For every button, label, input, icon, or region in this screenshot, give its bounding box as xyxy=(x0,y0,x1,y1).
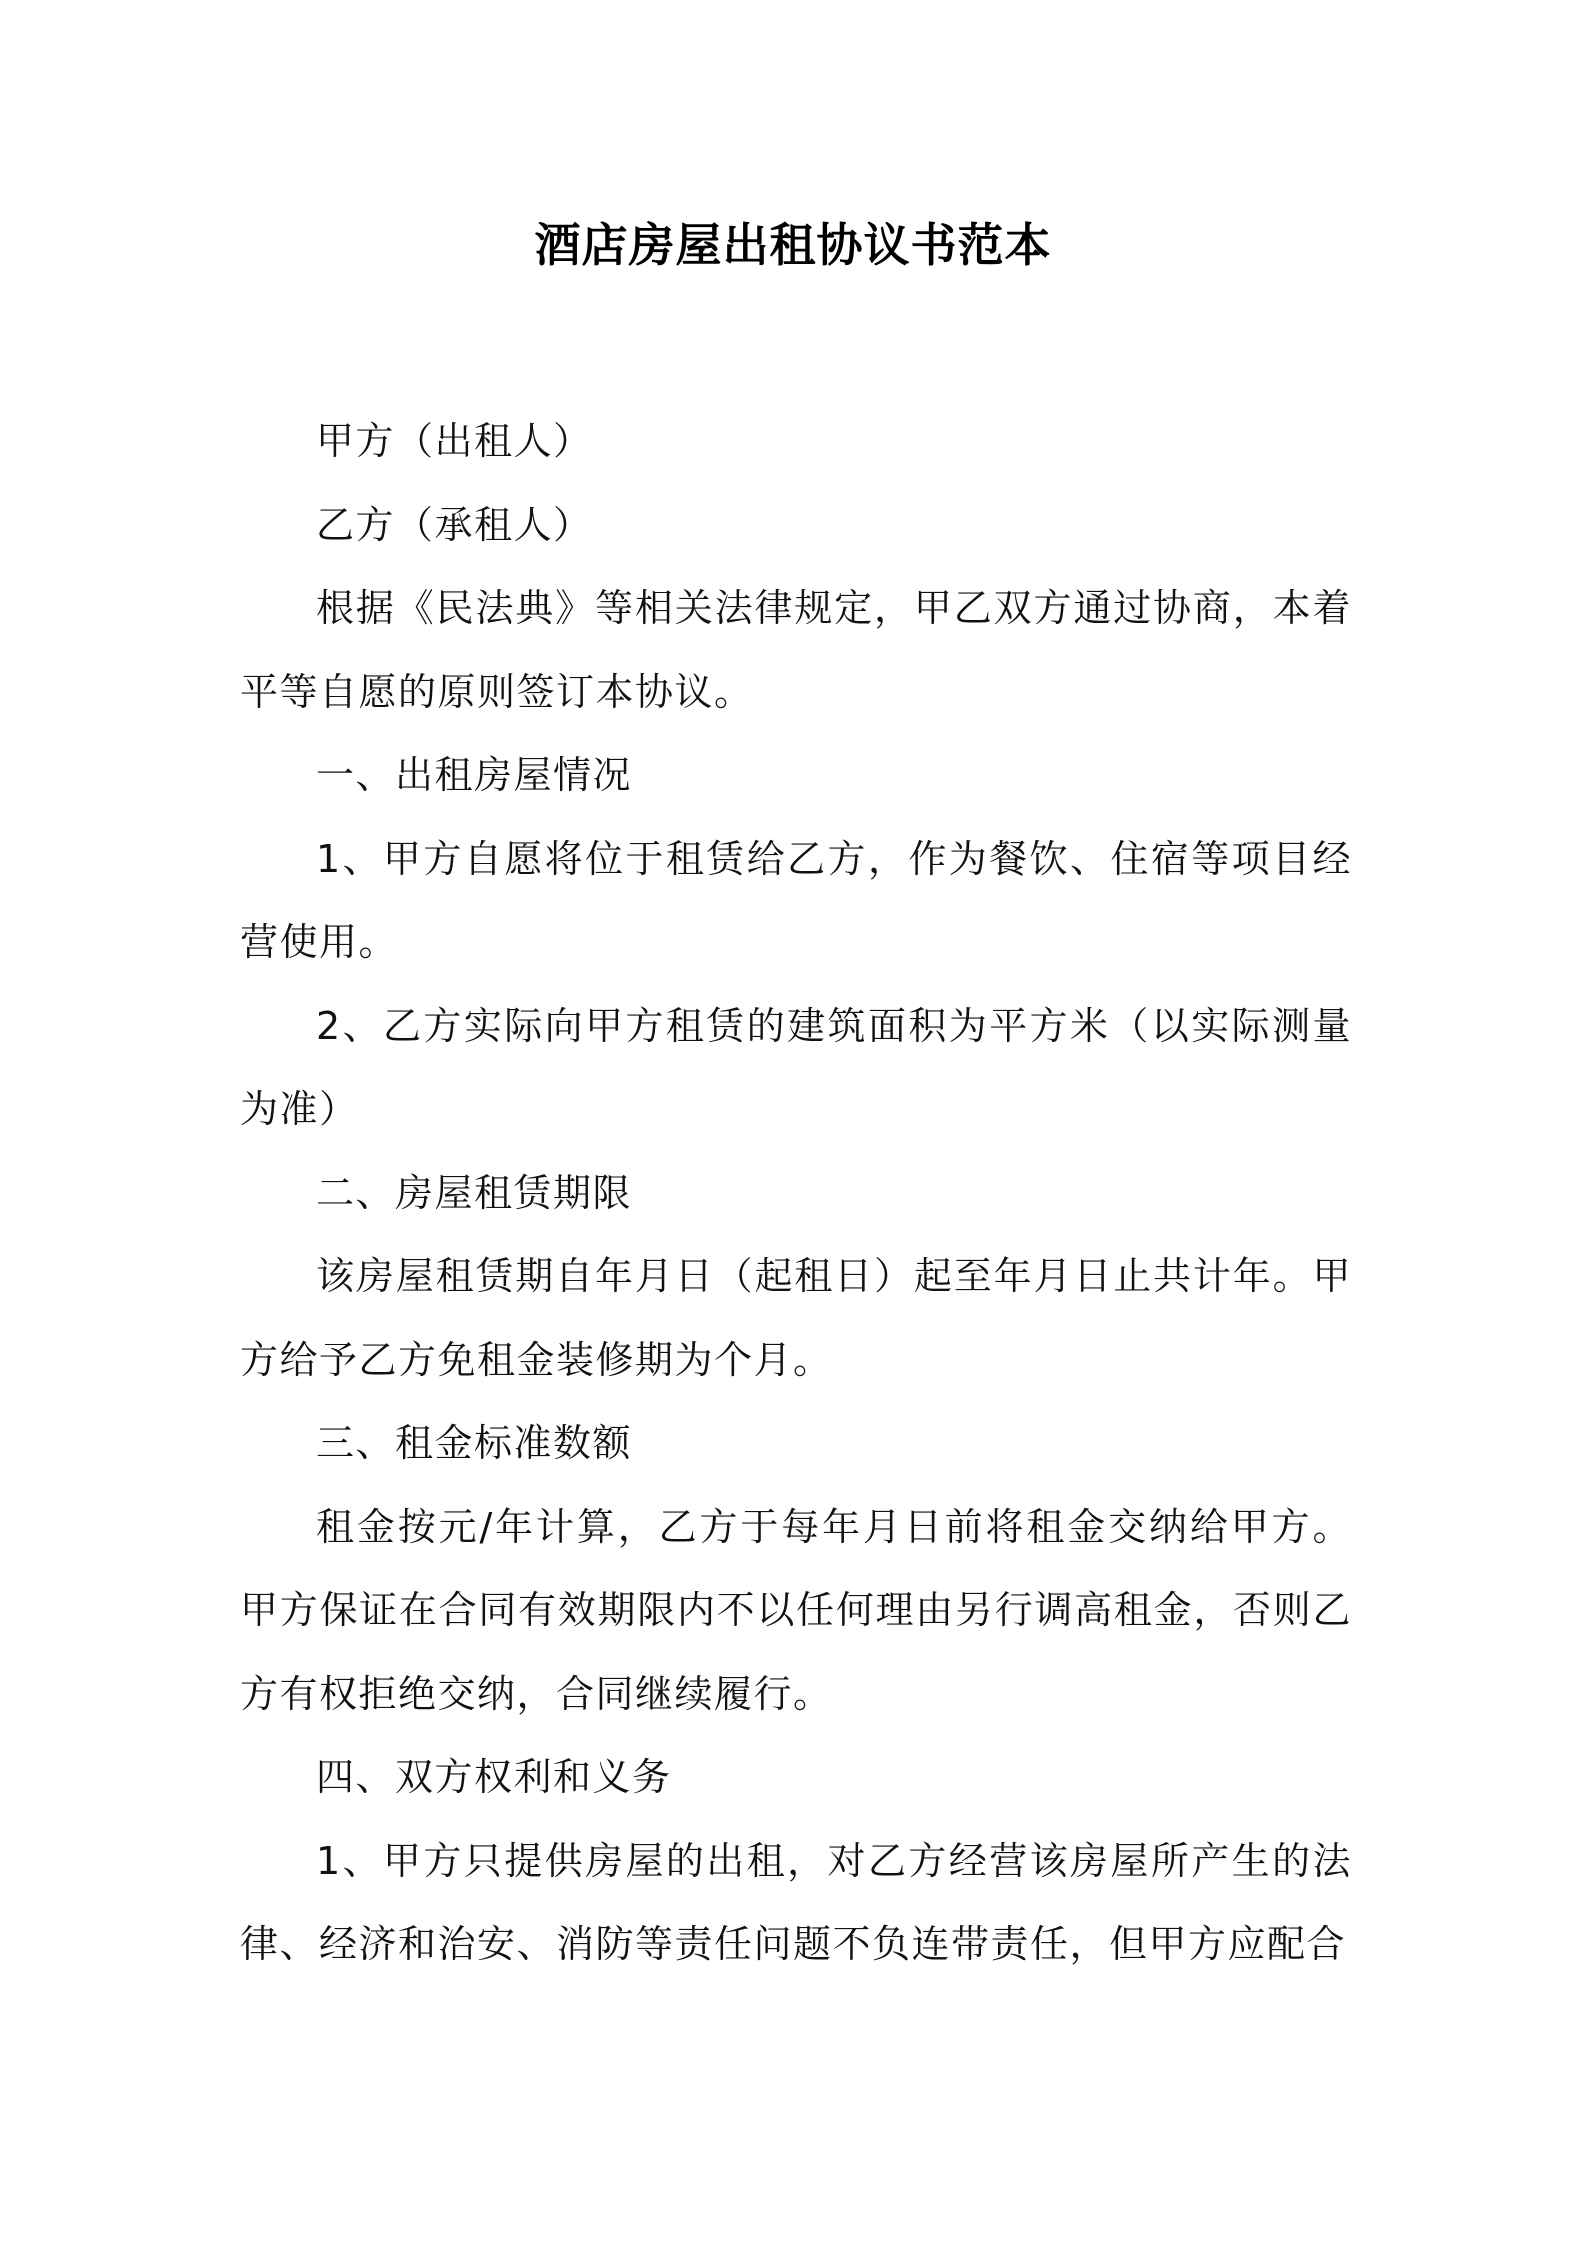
section-1-heading: 一、出租房屋情况 xyxy=(316,753,633,797)
party-b-line: 乙方（承租人） xyxy=(316,502,593,547)
section-2-heading: 二、房屋租赁期限 xyxy=(316,1170,633,1215)
preamble-paragraph: 根据《民法典》等相关法律规定，甲乙双方通过协商，本着平等自愿的原则签订本协议。 xyxy=(240,586,1352,714)
section-3-paragraph: 租金按元/年计算，乙方于每年月日前将租金交纳给甲方。甲方保证在合同有效期限内不以任何理由另行调高租金，否则乙方有权拒绝交纳，合同继续履行。 xyxy=(240,1504,1352,1716)
party-a-line: 甲方（出租人） xyxy=(316,419,593,463)
section-4-heading: 四、双方权利和义务 xyxy=(316,1755,672,1799)
section-1-item-2: 2、乙方实际向甲方租赁的建筑面积为平方米（以实际测量为准） xyxy=(240,1003,1352,1131)
section-4-item-1: 1、甲方只提供房屋的出租，对乙方经营该房屋所产生的法律、经济和治安、消防等责任问题不负连带责任，但甲方应配合 xyxy=(240,1838,1352,1966)
document-body xyxy=(240,400,1352,1987)
document-title: 酒店房屋出租协议书范本 xyxy=(534,218,1052,272)
section-1-item-1: 1、甲方自愿将位于租赁给乙方，作为餐饮、住宿等项目经营使用。 xyxy=(240,836,1352,964)
section-3-heading: 三、租金标准数额 xyxy=(316,1421,633,1465)
section-2-paragraph: 该房屋租赁期自年月日（起租日）起至年月日止共计年。甲方给予乙方免租金装修期为个月。 xyxy=(240,1254,1352,1382)
